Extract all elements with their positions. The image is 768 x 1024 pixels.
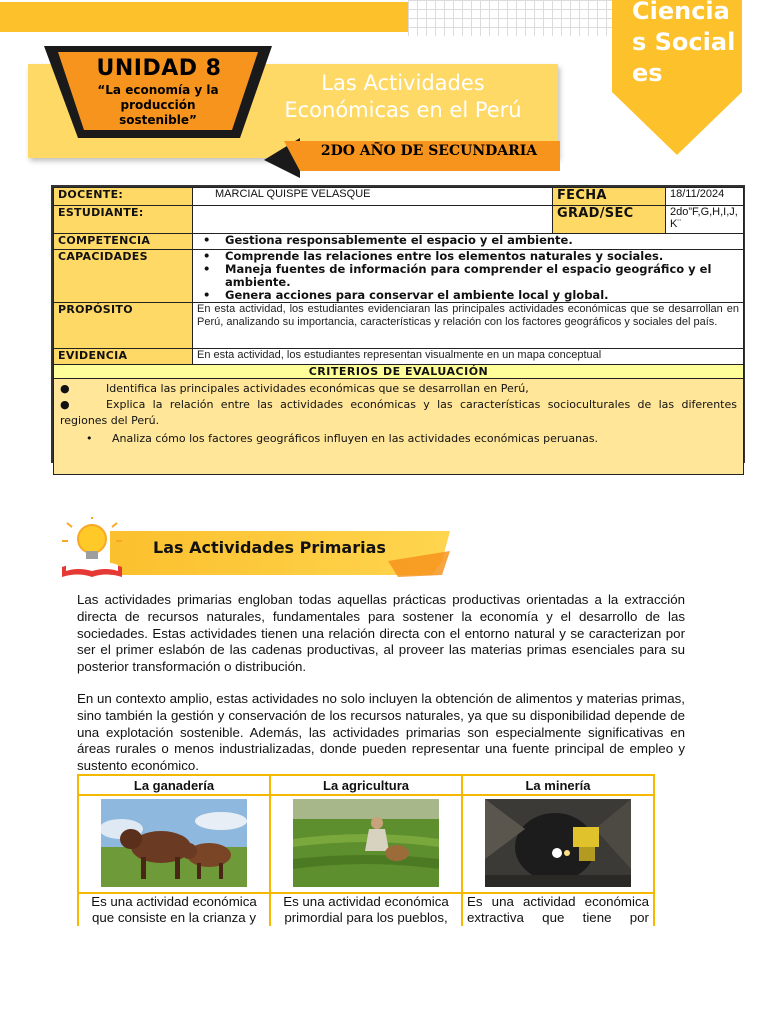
farming-photo (293, 799, 439, 887)
competencia-label: COMPETENCIA (54, 234, 193, 250)
activity-header: La ganadería (78, 775, 270, 795)
proposito-value: En esta actividad, los estudiantes evidenciaran las principales actividades económicas que se desarrollan en Perú, analizando su importancia, características y relación con los factores geográficos y sociales del país. (193, 303, 744, 349)
docente-value: MARCIAL QUISPE VELASQUE (193, 188, 553, 206)
activity-description: Es una actividad económica que consiste en la crianza y (78, 893, 270, 926)
fecha-value: 18/11/2024 (666, 188, 744, 206)
unit-subtitle: “La economía y la producción sostenible” (97, 83, 219, 127)
estudiante-label: ESTUDIANTE: (54, 206, 193, 234)
criterios-list (54, 379, 744, 475)
unit-title: UNIDAD 8 (96, 56, 222, 81)
estudiante-field[interactable] (193, 206, 553, 234)
mining-photo (485, 799, 631, 887)
criterio-item: ● Identifica las principales actividades económicas que se desarrollan en Perú, (60, 382, 529, 395)
top-grid-pattern (408, 0, 613, 36)
section-title: Las Actividades Primarias (153, 538, 386, 557)
competencia-cell (193, 234, 744, 250)
competencia-value: • Gestiona responsablemente el espacio y el ambiente. (197, 234, 739, 247)
gradsec-label: GRAD/SEC (553, 206, 666, 234)
activity-description: Es una actividad económica primordial para los pueblos, (270, 893, 462, 926)
activity-header: La minería (462, 775, 654, 795)
page-title: Las Actividades Económicas en el Perú (284, 71, 522, 122)
top-decor-bar (0, 2, 408, 32)
criterios-heading: CRITERIOS DE EVALUACIÓN (54, 365, 744, 379)
capacidades-label: CAPACIDADES (54, 250, 193, 303)
subject-label: Ciencias Sociales (632, 0, 736, 87)
capacidad-item: • Genera acciones para conservar el ambiente local y global. (197, 289, 739, 302)
evidencia-label: EVIDENCIA (54, 349, 193, 365)
docente-label: DOCENTE: (54, 188, 193, 206)
criterio-item: • Analiza cómo los factores geográficos influyen en las actividades económicas peruanas. (86, 432, 599, 445)
gradsec-value: 2do”F,G,H,I,J, K¨ (666, 206, 744, 234)
fecha-label: FECHA (553, 188, 666, 206)
paragraph: Las actividades primarias engloban todas aquellas prácticas productivas orientadas a la extracción directa de recursos naturales, fundamentales para sostener la economía y el desarrollo de las sociedades. Estas actividades tienen una relación directa con el entorno natural y se caracterizan por ser el primer eslabón de las cadenas productivas, al proveer las materias primas esenciales para su posterior transformación o distribución. (77, 592, 685, 675)
session-info-table (51, 185, 745, 463)
criterio-item: ● Explica la relación entre las actividades económicas y las características socioculturales de las diferentes regiones del Perú. (60, 398, 737, 427)
activity-header: La agricultura (270, 775, 462, 795)
evidencia-value: En esta actividad, los estudiantes representan visualmente en un mapa conceptual (193, 349, 744, 365)
cattle-photo (101, 799, 247, 887)
activities-table (77, 774, 655, 926)
paragraph: En un contexto amplio, estas actividades no solo incluyen la obtención de alimentos y materias primas, sino también la gestión y conservación de los recursos naturales, ya que su disponibilidad depende de una explotación sostenible. Además, las actividades primarias son especialmente significativas en áreas rurales o menos industrializadas, donde pueden representar una fuente principal de empleo y sustento económico. (77, 691, 685, 774)
grade-label: 2DO AÑO DE SECUNDARIA (320, 143, 538, 159)
activity-description: Es una actividad económica extractiva que tiene por (462, 893, 654, 926)
capacidad-item: • Maneja fuentes de información para comprender el espacio geográfico y el ambiente. (197, 263, 739, 289)
proposito-label: PROPÓSITO (54, 303, 193, 349)
capacidad-item: • Comprende las relaciones entre los elementos naturales y sociales. (197, 250, 739, 263)
capacidades-cell (193, 250, 744, 303)
